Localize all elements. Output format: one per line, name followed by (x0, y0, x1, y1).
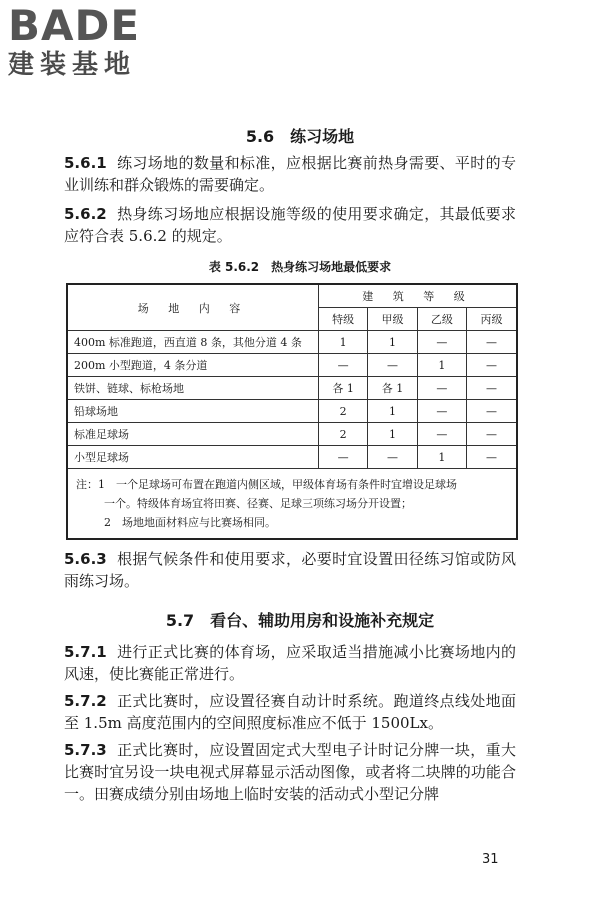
clause-text: 正式比赛时，应设置径赛自动计时系统。跑道终点线处地面至 1.5m 高度范围内的空间照度标准应不低于 1500Lx。 (64, 692, 516, 732)
row-cell: — (368, 446, 417, 469)
clause-number: 5.6.1 (64, 154, 107, 172)
note-1: 注：1 一个足球场可布置在跑道内侧区域，甲级体育场有条件时宜增设足球场 (76, 478, 457, 491)
section-5-6-title: 5.6 练习场地 (245, 127, 355, 146)
clause-number: 5.6.2 (64, 205, 107, 223)
clause-text: 正式比赛时，应设置固定式大型电子计时记分牌一块，重大比赛时宜另设一块电视式屏幕显示活动图像，或者将二块牌的功能合一。田赛成绩分别由场地上临时安装的活动式小型记分牌 (64, 741, 516, 803)
clause-text: 热身练习场地应根据设施等级的使用要求确定，其最低要求应符合表 5.6.2 的规定。 (64, 205, 516, 245)
clause-number: 5.7.1 (64, 643, 107, 661)
row-cell: — (319, 354, 368, 377)
clause-number: 5.7.3 (64, 741, 107, 759)
row-venue: 小型足球场 (67, 446, 319, 469)
row-cell: — (467, 423, 517, 446)
clause-5-7-1 (64, 641, 516, 685)
row-venue: 200m 小型跑道，4 条分道 (67, 354, 319, 377)
clause-5-7-2 (64, 690, 516, 734)
clause-text: 根据气候条件和使用要求，必要时宜设置田径练习馆或防风雨练习场。 (64, 550, 516, 590)
table-notes-row (67, 469, 517, 540)
logo-subtitle: 建装基地 (8, 50, 137, 80)
header-level: 建 筑 等 级 (319, 284, 518, 308)
table-header-row (67, 284, 517, 308)
row-venue: 铅球场地 (67, 400, 319, 423)
row-cell: 1 (417, 446, 466, 469)
row-cell: 各 1 (319, 377, 368, 400)
note-2: 2 场地地面材料应与比赛场相同。 (104, 516, 276, 529)
row-cell: — (417, 400, 466, 423)
row-cell: — (417, 423, 466, 446)
row-cell: — (467, 446, 517, 469)
clause-text: 进行正式比赛的体育场，应采取适当措施减小比赛场地内的风速，使比赛能正常进行。 (64, 643, 516, 683)
row-cell: 1 (417, 354, 466, 377)
row-cell: — (467, 354, 517, 377)
section-5-7-title: 5.7 看台、辅助用房和设施补充规定 (165, 611, 435, 630)
row-cell: — (319, 446, 368, 469)
row-venue: 铁饼、链球、标枪场地 (67, 377, 319, 400)
row-cell: — (417, 377, 466, 400)
row-cell: — (417, 331, 466, 354)
level-b: 乙级 (417, 308, 466, 331)
level-c: 丙级 (467, 308, 517, 331)
requirements-table (66, 283, 518, 540)
table-caption: 表 5.6.2 热身练习场地最低要求 (208, 260, 392, 274)
clause-number: 5.6.3 (64, 550, 107, 568)
clause-text: 练习场地的数量和标准，应根据比赛前热身需要、平时的专业训练和群众锻炼的需要确定。 (64, 154, 516, 194)
table-row (67, 331, 517, 354)
table-row (67, 354, 517, 377)
row-cell: 1 (368, 400, 417, 423)
clause-5-6-3 (64, 548, 516, 592)
row-venue: 400m 标准跑道，西直道 8 条，其他分道 4 条 (67, 331, 319, 354)
note-1-continued: 一个。特级体育场宜将田赛、径赛、足球三项练习场分开设置； (104, 497, 412, 510)
row-cell: 1 (368, 331, 417, 354)
page-number: 31 (482, 852, 499, 867)
row-cell: — (467, 400, 517, 423)
row-cell: 2 (319, 400, 368, 423)
row-cell: — (467, 377, 517, 400)
table-notes (67, 469, 517, 540)
level-special: 特级 (319, 308, 368, 331)
clause-number: 5.7.2 (64, 692, 107, 710)
row-cell: 1 (368, 423, 417, 446)
table-row (67, 400, 517, 423)
table-row (67, 423, 517, 446)
clause-5-6-1 (64, 152, 516, 196)
row-cell: 1 (319, 331, 368, 354)
table-row (67, 446, 517, 469)
level-a: 甲级 (368, 308, 417, 331)
table-row (67, 377, 517, 400)
logo (8, 1, 141, 80)
row-cell: — (368, 354, 417, 377)
row-venue: 标准足球场 (67, 423, 319, 446)
row-cell: 2 (319, 423, 368, 446)
row-cell: 各 1 (368, 377, 417, 400)
clause-5-7-3 (64, 739, 516, 805)
row-cell: — (467, 331, 517, 354)
clause-5-6-2 (64, 203, 516, 247)
header-venue: 场 地 内 容 (67, 284, 319, 331)
logo-wordmark: BADE (8, 1, 141, 50)
